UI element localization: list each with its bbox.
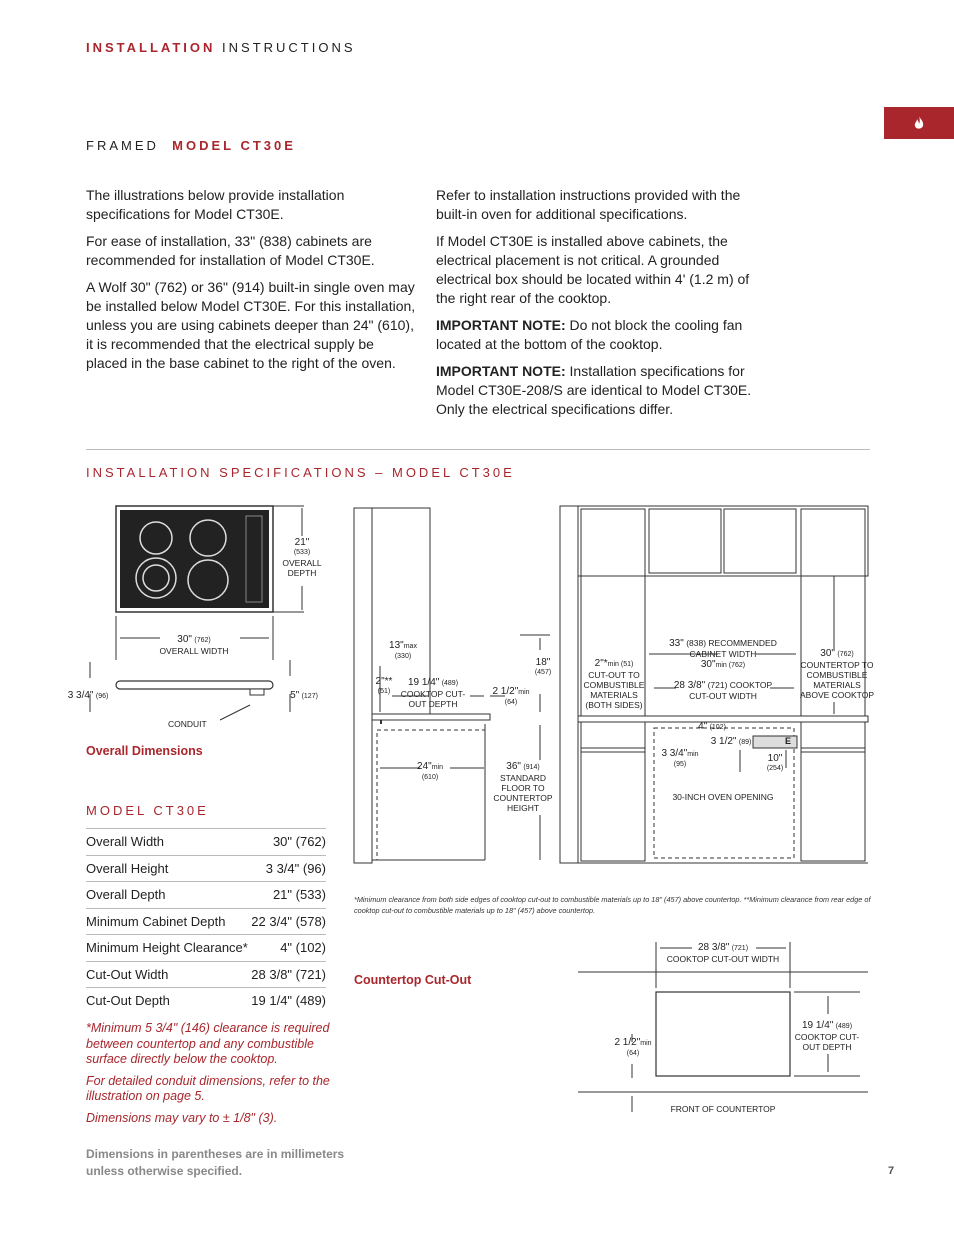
front-b <box>660 638 786 671</box>
row-key: Cut-Out Depth <box>86 988 250 1014</box>
side-a <box>378 640 428 662</box>
front-a-text: CUT-OUT TO COMBUSTIBLE MATERIALS (BOTH SIDES) <box>583 670 645 710</box>
front-d-text: CUT-OUT WIDTH <box>689 691 757 701</box>
side-d-value: 2 1/2" <box>492 686 519 697</box>
cutout-width <box>660 942 786 964</box>
front-f-mm: (102) <box>709 724 726 731</box>
width-label <box>150 634 238 656</box>
side-c-mm: (489) <box>441 680 459 687</box>
depth-text: OVERALL DEPTH <box>282 558 322 578</box>
front-g-value: 3 3/4" <box>661 748 688 759</box>
front-i-value: 10" <box>767 753 783 764</box>
side-e <box>530 658 556 678</box>
front-d <box>668 680 778 701</box>
five-value: 5" <box>290 690 300 701</box>
side-g-value: 36" <box>506 761 521 772</box>
front-c-sub: min (762) <box>715 662 746 669</box>
section-subtitle <box>86 138 296 153</box>
side-b-mm: (51) <box>377 688 391 695</box>
overall-dimensions-diagram <box>60 500 350 740</box>
flame-icon <box>912 115 926 131</box>
front-h-mm: (89) <box>738 739 752 746</box>
cutout-depth <box>792 1020 862 1052</box>
row-value: 21" (533) <box>250 882 326 909</box>
side-e-mm: (457) <box>534 669 552 676</box>
five-mm: (127) <box>301 693 318 700</box>
table-row <box>86 988 326 1014</box>
notes <box>86 1021 341 1132</box>
side-g-text: STANDARD FLOOR TO COUNTERTOP HEIGHT <box>493 773 553 813</box>
cutout-d-text: COOKTOP CUT-OUT DEPTH <box>794 1032 860 1052</box>
note: Dimensions may vary to ± 1/8" (3). <box>86 1110 278 1125</box>
row-key: Overall Width <box>86 829 250 856</box>
front-i <box>760 754 790 774</box>
cutout-caption: Countertop Cut-Out <box>354 973 472 987</box>
height-mm: (96) <box>95 693 109 700</box>
height-label <box>60 690 116 702</box>
table-row <box>86 882 326 909</box>
electrical-box: E <box>784 736 791 746</box>
depth-label <box>272 538 332 578</box>
cutout-m-value: 2 1/2" <box>614 1037 641 1048</box>
side-c-value: 19 1/4" <box>407 677 440 688</box>
front-g-mm: (95) <box>673 761 687 768</box>
row-value: 30" (762) <box>250 829 326 856</box>
front-c-value: 30" <box>700 659 716 670</box>
row-key: Cut-Out Width <box>86 961 250 988</box>
divider <box>86 449 870 450</box>
row-value: 4" (102) <box>250 935 326 962</box>
side-a-value: 13" <box>389 640 404 651</box>
side-d <box>490 686 532 708</box>
subtitle-prefix: FRAMED <box>86 138 159 153</box>
table-row <box>86 961 326 988</box>
row-key: Minimum Height Clearance* <box>86 935 250 962</box>
conduit-label: CONDUIT <box>168 719 207 729</box>
table-row <box>86 855 326 882</box>
cutout-w-text: COOKTOP CUT-OUT WIDTH <box>666 954 780 964</box>
side-b-value: 2"** <box>375 676 393 687</box>
width-mm: (762) <box>194 637 211 644</box>
side-g-mm: (914) <box>523 764 540 771</box>
front-e <box>800 648 874 700</box>
note: *Minimum 5 3/4" (146) clearance is required between countertop and any combustible surface directly below the cooktop. <box>86 1021 330 1066</box>
note: For detailed conduit dimensions, refer to the illustration on page 5. <box>86 1073 330 1103</box>
footer-note: Dimensions in parentheses are in millimeters unless otherwise specified. <box>86 1147 345 1178</box>
header-rest: INSTRUCTIONS <box>222 40 356 55</box>
footnote: *Minimum clearance from both side edges of cooktop cut-out to combustible materials up to 18" (457) above countertop. **Minimum clearance from rear edge of cooktop cut-out to combustible materials up to 18" (457) above countertop. <box>354 895 871 915</box>
row-value: 22 3/4" (578) <box>250 908 326 935</box>
front-g <box>660 748 700 770</box>
spec-table <box>86 828 326 1014</box>
front-i-mm: (254) <box>766 765 784 772</box>
important-note <box>436 362 766 419</box>
table-row <box>86 908 326 935</box>
front-a-sub: min (51) <box>607 661 634 668</box>
cutout-w-value: 28 3/8" <box>697 942 730 953</box>
subtitle-model: MODEL CT30E <box>172 138 296 153</box>
section-tab[interactable] <box>884 107 954 139</box>
model-title: MODEL CT30E <box>86 803 209 818</box>
overall-caption: Overall Dimensions <box>86 744 203 758</box>
row-key: Overall Height <box>86 855 250 882</box>
note-text: Installation specifications for Model CT30E-208/S are identical to Model CT30E. Only the electrical specifications differ. <box>436 363 752 417</box>
cutout-m-sub: min <box>640 1040 652 1047</box>
cutout-d-mm: (489) <box>835 1023 853 1030</box>
cutout-m-mm: (64) <box>626 1050 640 1057</box>
front-h <box>708 736 754 748</box>
row-value: 19 1/4" (489) <box>250 988 326 1014</box>
header-bold: INSTALLATION <box>86 40 216 55</box>
oven-opening: 30-INCH OVEN OPENING <box>672 792 774 802</box>
paragraph: A Wolf 30" (762) or 36" (914) built-in single oven may be installed below Model CT30E. For this installation, unless you are using cabinets deeper than 24" (610), it is recommended that the electrical supply be placed in the base cabinet to the right of the oven. <box>86 279 416 371</box>
front-a-value: 2"* <box>594 658 608 669</box>
side-c-text: COOKTOP CUT-OUT DEPTH <box>400 689 466 709</box>
front-e-mm: (762) <box>837 651 854 658</box>
front-a <box>580 658 648 710</box>
side-e-value: 18" <box>535 657 551 668</box>
front-f-value: 4" <box>698 721 708 732</box>
paragraph: For ease of installation, 33" (838) cabinets are recommended for installation of Model CT30E. <box>86 233 375 268</box>
side-d-sub: min <box>518 689 530 696</box>
front-f <box>690 721 734 733</box>
front-b-value: 33" <box>669 638 684 649</box>
front-d-mm: (721) COOKTOP <box>707 680 773 690</box>
depth-value: 21" <box>294 537 310 548</box>
side-f-sub: min <box>431 764 443 771</box>
front-e-value: 30" <box>820 648 835 659</box>
front-b-text: CABINET WIDTH <box>689 649 757 659</box>
note-label: IMPORTANT NOTE: <box>436 317 566 333</box>
note-label: IMPORTANT NOTE: <box>436 363 566 379</box>
paragraph: Refer to installation instructions provided with the built-in oven for additional specifications. <box>436 187 741 222</box>
intro-column-left <box>86 186 416 381</box>
front-h-value: 3 1/2" <box>710 736 737 747</box>
cutout-margin <box>612 1037 654 1059</box>
five-label <box>282 690 326 702</box>
side-f-value: 24" <box>417 761 432 772</box>
front-e-text: COUNTERTOP TO COMBUSTIBLE MATERIALS ABOVE COOKTOP <box>800 660 875 700</box>
table-row <box>86 935 326 962</box>
front-of-countertop: FRONT OF COUNTERTOP <box>670 1104 776 1114</box>
note-text: Do not block the cooling fan located at the bottom of the cooktop. <box>436 317 743 352</box>
front-b-mm: (838) RECOMMENDED <box>686 638 777 648</box>
cutout-d-value: 19 1/4" <box>801 1020 834 1031</box>
row-value: 3 3/4" (96) <box>250 855 326 882</box>
cutout-w-mm: (721) <box>731 945 749 952</box>
row-key: Minimum Cabinet Depth <box>86 908 250 935</box>
side-f <box>410 761 450 783</box>
width-text: OVERALL WIDTH <box>159 646 229 656</box>
spec-title: INSTALLATION SPECIFICATIONS – MODEL CT30E <box>86 465 515 480</box>
side-f-mm: (610) <box>421 774 439 781</box>
row-value: 28 3/8" (721) <box>250 961 326 988</box>
front-g-sub: min <box>687 751 699 758</box>
table-row <box>86 829 326 856</box>
depth-mm: (533) <box>293 549 311 556</box>
side-a-mm: (330) <box>394 653 412 660</box>
intro-column-right <box>436 186 766 427</box>
important-note <box>436 316 766 354</box>
side-c <box>392 677 474 709</box>
height-value: 3 3/4" <box>67 690 94 701</box>
front-d-value: 28 3/8" <box>673 680 706 691</box>
width-value: 30" <box>177 634 192 645</box>
paragraph: If Model CT30E is installed above cabinets, the electrical placement is not critical. A grounded electrical box should be located within 4' (1.2 m) of the right rear of the cooktop. <box>436 233 750 306</box>
page-number: 7 <box>888 1165 895 1177</box>
paragraph: The illustrations below provide installation specifications for Model CT30E. <box>86 187 345 222</box>
side-d-mm: (64) <box>504 699 518 706</box>
side-a-sub: max <box>403 643 417 650</box>
row-key: Overall Depth <box>86 882 250 909</box>
side-g <box>492 761 554 813</box>
page-header <box>86 40 356 55</box>
